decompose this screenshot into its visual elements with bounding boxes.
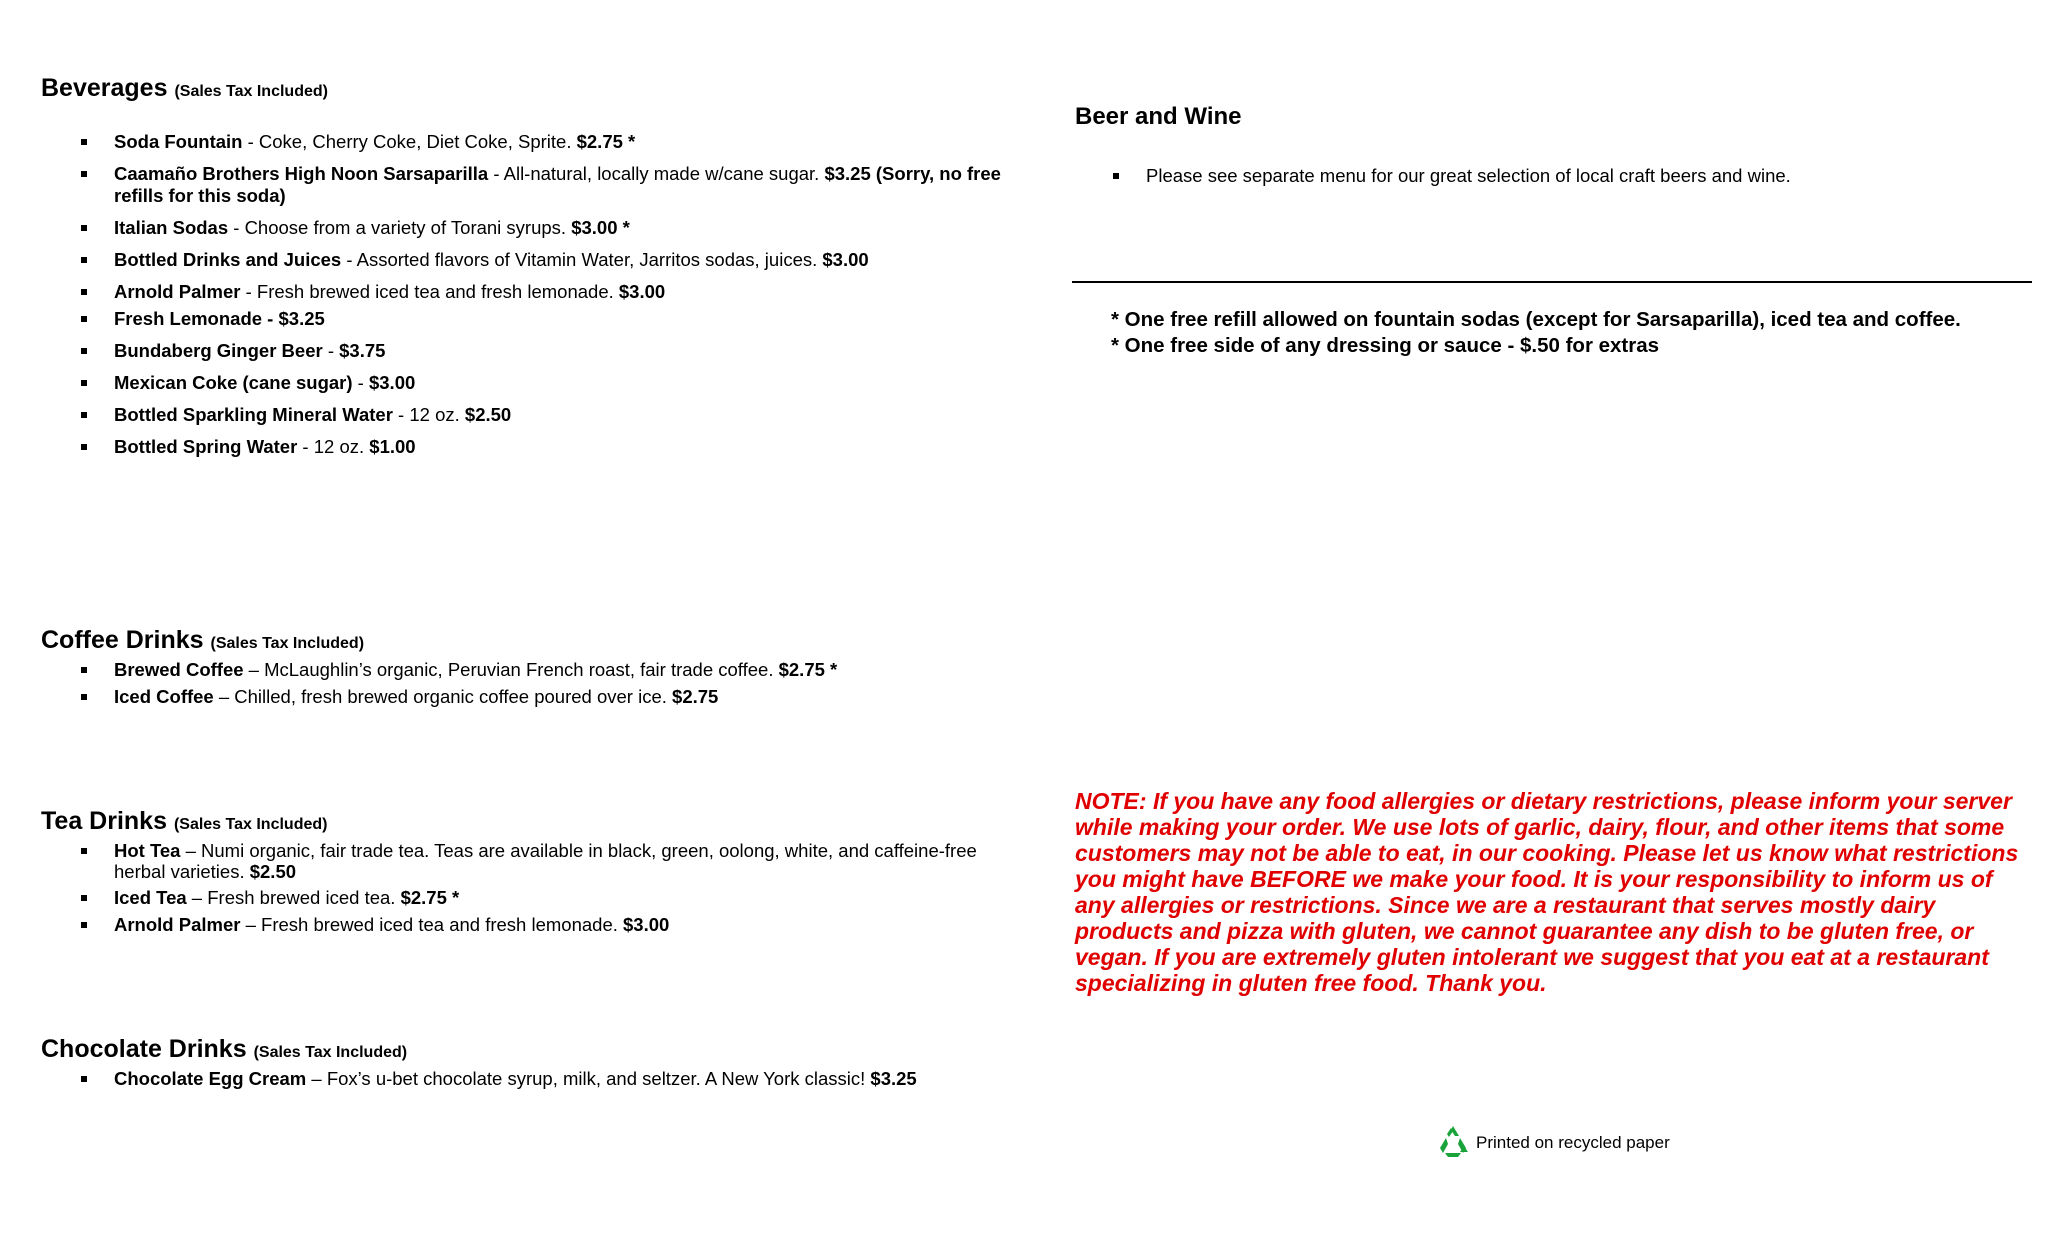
item-name: Fresh Lemonade (114, 308, 263, 329)
beverages-tax-note: (Sales Tax Included) (174, 83, 328, 100)
coffee-tax-note: (Sales Tax Included) (210, 635, 365, 652)
item-price: $3.00 * (571, 217, 630, 238)
item-desc: – Fresh brewed iced tea. (186, 887, 401, 908)
item-desc: – Chilled, fresh brewed organic coffee poured over ice. (213, 686, 673, 707)
item-price: $3.00 (368, 372, 416, 393)
item-desc: - Assorted flavors of Vitamin Water, Jarritos sodas, juices. (341, 249, 823, 270)
section-divider (1072, 281, 2032, 283)
coffee-title: Coffee Drinks (41, 626, 204, 654)
item-name: Bottled Spring Water (114, 436, 298, 457)
item-name: Arnold Palmer (114, 281, 241, 302)
item-price: $3.25 (Sorry, no free refills for this soda) (114, 163, 1001, 206)
item-price: - $3.25 (262, 308, 325, 329)
item-name: Iced Tea (114, 887, 187, 908)
item-price: $2.50 (464, 404, 512, 425)
list-item (114, 281, 1004, 303)
item-name: Caamaño Brothers High Noon Sarsaparilla (114, 163, 489, 184)
item-name: Mexican Coke (cane sugar) (114, 372, 353, 393)
item-name: Bottled Drinks and Juices (114, 249, 342, 270)
item-price: $2.75 * (778, 659, 838, 680)
beer-wine-title: Beer and Wine (1075, 103, 1242, 130)
chocolate-tax-note: (Sales Tax Included) (253, 1044, 408, 1061)
item-name: Soda Fountain (114, 131, 243, 152)
recycled-text: Printed on recycled paper (1476, 1133, 1670, 1152)
note-line: * One free refill allowed on fountain sodas (except for Sarsaparilla), iced tea and coffee. (1111, 308, 1961, 331)
item-desc: - (352, 372, 369, 393)
item-price: $2.75 * (400, 887, 460, 908)
list-item (114, 436, 1004, 458)
list-item (114, 659, 1004, 681)
list-item (114, 1068, 1004, 1090)
coffee-heading (41, 628, 364, 653)
item-name: Arnold Palmer (114, 914, 241, 935)
item-desc: – Fresh brewed iced tea and fresh lemonade. (240, 914, 624, 935)
item-name: Hot Tea (114, 840, 181, 861)
item-desc: - 12 oz. (297, 436, 370, 457)
item-price: $3.75 (339, 340, 386, 361)
item-desc: - Fresh brewed iced tea and fresh lemonade. (240, 281, 619, 302)
item-price: $3.00 (822, 249, 869, 270)
item-name: Brewed Coffee (114, 659, 244, 680)
item-desc: – Fox’s u-bet chocolate syrup, milk, and seltzer. A New York classic! (306, 1068, 871, 1089)
beverages-heading (41, 76, 328, 101)
item-desc: – McLaughlin’s organic, Peruvian French roast, fair trade coffee. (243, 659, 779, 680)
note-line: * One free side of any dressing or sauce - $.50 for extras (1111, 334, 1660, 357)
recycled-footer (1436, 1124, 1670, 1161)
tea-list (114, 840, 1004, 936)
item-desc: - (322, 340, 340, 361)
item-price: $2.50 (249, 861, 297, 882)
list-item (114, 249, 1004, 271)
list-item (114, 131, 1004, 153)
coffee-list (114, 659, 1004, 708)
item-price: $2.75 (672, 686, 719, 707)
list-item (114, 840, 1004, 882)
beverages-title: Beverages (41, 74, 168, 102)
beverages-list (114, 131, 1004, 458)
item-name: Iced Coffee (114, 686, 214, 707)
item-price: $3.00 (618, 281, 666, 302)
recycle-icon (1436, 1124, 1476, 1161)
list-item (114, 887, 1004, 909)
item-desc: - Coke, Cherry Coke, Diet Coke, Sprite. (242, 131, 577, 152)
item-price: $3.00 (623, 914, 670, 935)
tea-heading (41, 809, 327, 834)
chocolate-heading (41, 1037, 407, 1062)
tea-tax-note: (Sales Tax Included) (173, 816, 328, 833)
chocolate-title: Chocolate Drinks (41, 1035, 247, 1063)
list-item: Please see separate menu for our great selection of local craft beers and wine. (1146, 165, 2026, 187)
list-item (114, 686, 1004, 708)
item-name: Bottled Sparkling Mineral Water (114, 404, 393, 425)
list-item (114, 308, 1004, 330)
item-price: $3.25 (870, 1068, 917, 1089)
item-desc: - Choose from a variety of Torani syrups. (228, 217, 572, 238)
list-item (114, 372, 1004, 394)
allergy-note: NOTE: If you have any food allergies or dietary restrictions, please inform your server while making your order. We use lots of garlic, dairy, flour, and other items that some customers may not be able to eat, in our cooking. Please let us know what restrictions you might have BEFORE we make your food. It is your responsibility to inform us of any allergies or restrictions. Since we are a restaurant that serves mostly dairy products and pizza with gluten, we cannot guarantee any dish to be gluten free, or vegan. If you are extremely gluten intolerant we suggest that you eat at a restaurant specializing in gluten free food. Thank you. (1075, 788, 2019, 996)
list-item (114, 217, 1004, 239)
item-name: Chocolate Egg Cream (114, 1068, 307, 1089)
item-price: $2.75 * (576, 131, 636, 152)
list-item (114, 340, 1004, 362)
list-item (114, 163, 1004, 207)
item-price: $1.00 (369, 436, 416, 457)
tea-title: Tea Drinks (41, 807, 167, 835)
beer-wine-list (1146, 165, 2026, 187)
item-desc: - 12 oz. (392, 404, 465, 425)
item-name: Italian Sodas (114, 217, 229, 238)
item-desc: - All-natural, locally made w/cane sugar. (488, 163, 825, 184)
item-name: Bundaberg Ginger Beer (114, 340, 323, 361)
refill-notes (1111, 307, 1961, 359)
list-item (114, 914, 1004, 936)
list-item (114, 404, 1004, 426)
chocolate-list (114, 1068, 1004, 1090)
item-desc: – Numi organic, fair trade tea. Teas are available in black, green, oolong, white, and caffeine-free herbal varieties. (114, 840, 977, 882)
